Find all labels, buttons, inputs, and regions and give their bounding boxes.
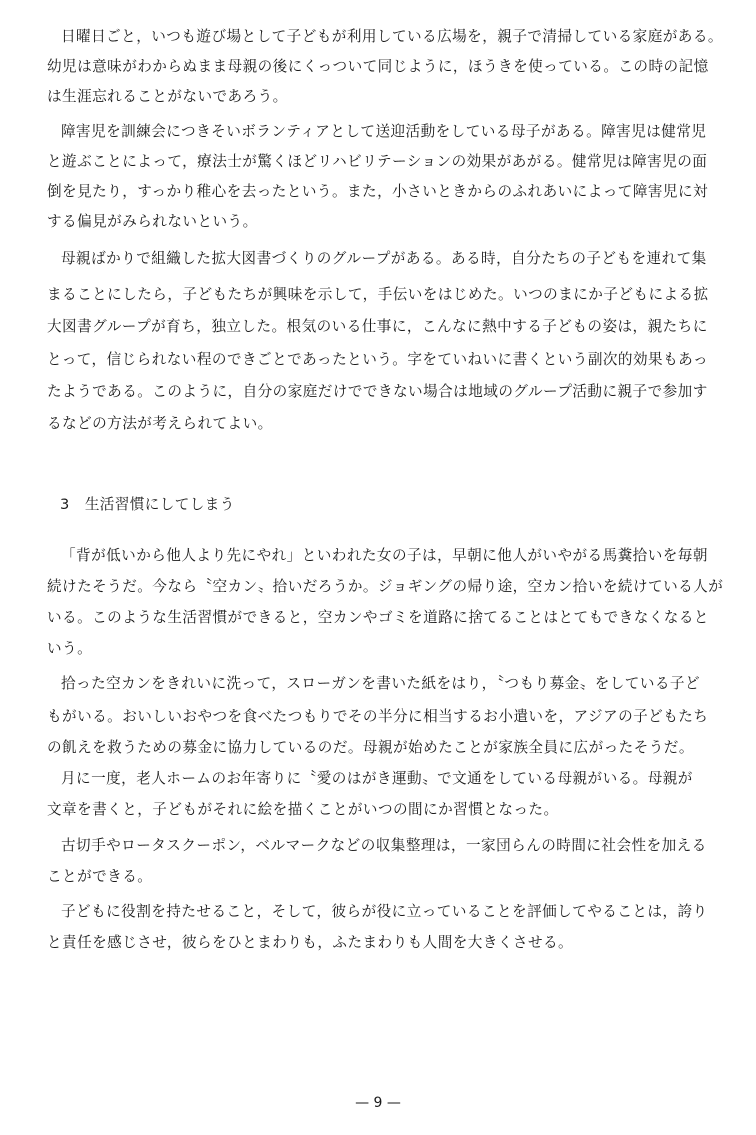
section-heading <box>60 493 235 517</box>
text-line: るなどの方法が考えられてよい。 <box>47 415 273 432</box>
section-number: 3 <box>60 496 70 513</box>
text-line: 文章を書くと，子どもがそれに絵を描くことがいつの間にか習慣となった。 <box>47 801 559 818</box>
text-line: 「背が低いから他人より先にやれ」といわれた女の子は，早朝に他人がいやがる馬糞拾いを毎朝 <box>61 547 708 564</box>
text-line: 大図書グループが育ち，独立した。根気のいる仕事に，こんなに熱中する子どもの姿は，親たちに <box>47 318 708 335</box>
text-line: 障害児を訓練会につきそいボランティアとして送迎活動をしている母子がある。障害児は健常児 <box>61 123 707 140</box>
text-line: と遊ぶことによって，療法士が驚くほどリハビリテーションの効果があがる。健常児は障害児の面 <box>47 153 708 170</box>
section-title: 生活習慣にしてしまう <box>84 496 235 513</box>
text-line: は生涯忘れることがないであろう。 <box>47 88 288 105</box>
text-line: 月に一度，老人ホームのお年寄りに〝愛のはがき運動〟で文通をしている母親がいる。母親が <box>61 770 693 787</box>
text-line: とって，信じられない程のできごとであったという。字をていねいに書くという副次的効果もあっ <box>47 351 709 368</box>
text-line: と責任を感じさせ，彼らをひとまわりも，ふたまわりも人間を大きくさせる。 <box>47 934 574 951</box>
text-line: の飢えを救うための募金に協力しているのだ。母親が始めたことが家族全員に広がったそうだ。 <box>47 739 694 756</box>
text-line: ことができる。 <box>47 868 153 885</box>
page-number: — 9 — <box>355 1095 401 1111</box>
text-line: 倒を見たり，すっかり稚心を去ったという。また，小さいときからのふれあいによって障害児に対 <box>47 183 709 200</box>
text-line: いる。このような生活習慣ができると，空カンやゴミを道路に捨てることはとてもできなくなると <box>47 609 709 626</box>
text-line: まることにしたら，子どもたちが興味を示して，手伝いをはじめた。いつのまにか子どもによる拡 <box>47 286 709 303</box>
text-line: いう。 <box>47 640 93 657</box>
text-line: もがいる。おいしいおやつを食べたつもりでその半分に相当するお小遣いを，アジアの子どもたち <box>47 708 709 725</box>
text-line: する偏見がみられないという。 <box>47 213 258 230</box>
text-line: 古切手やロータスクーポン，ベルマークなどの収集整理は，一家団らんの時間に社会性を加える <box>61 837 707 854</box>
text-line: 子どもに役割を持たせること，そして，彼らが役に立っていることを評価してやることは，誇り <box>61 903 708 920</box>
text-line: 拾った空カンをきれいに洗って，スローガンを書いた紙をはり，〝つもり募金〟をしている子ど <box>61 675 701 692</box>
text-line: 幼児は意味がわからぬまま母親の後にくっついて同じように，ほうきを使っている。この時の記憶 <box>47 58 709 75</box>
text-line: 続けたそうだ。今なら〝空カン〟拾いだろうか。ジョギングの帰り途，空カン拾いを続けている人が <box>47 578 724 595</box>
text-line: たようである。このように，自分の家庭だけでできない場合は地域のグループ活動に親子で参加す <box>47 383 708 400</box>
text-line: 母親ばかりで組織した拡大図書づくりのグループがある。ある時，自分たちの子どもを連れて集 <box>61 250 707 267</box>
text-line: 日曜日ごと，いつも遊び場として子どもが利用している広場を，親子で清掃している家庭がある。 <box>61 28 723 45</box>
